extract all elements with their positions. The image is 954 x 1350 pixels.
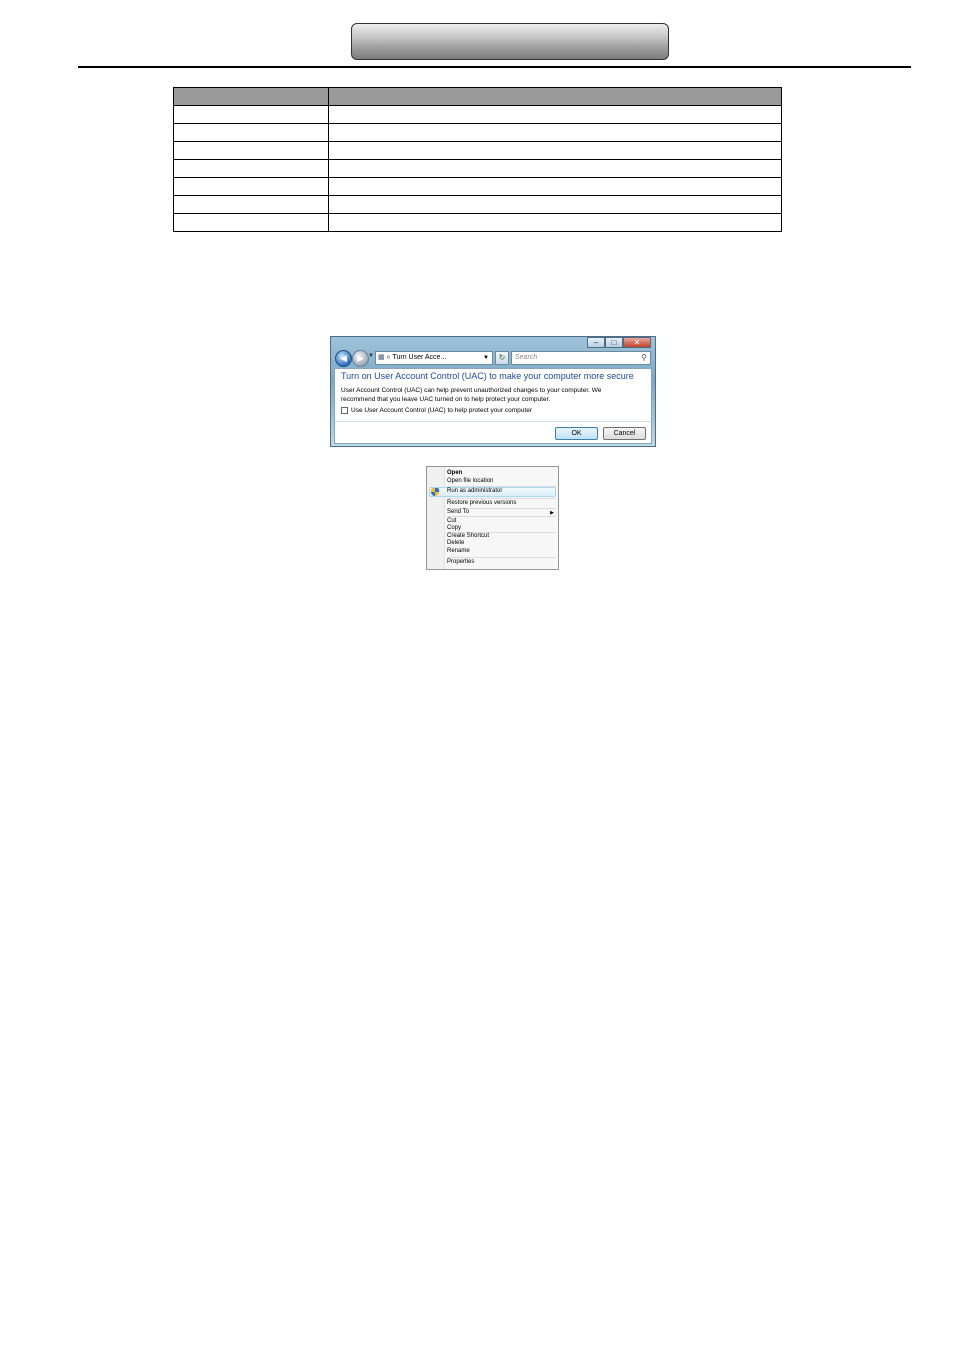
address-bar[interactable] [375, 351, 493, 365]
forward-arrow-icon[interactable]: ▶ [352, 350, 369, 367]
menu-item-run-as-administrator[interactable]: Run as administrator [447, 488, 503, 494]
menu-separator [447, 516, 556, 517]
table-header-cell [174, 88, 329, 106]
refresh-icon[interactable]: ↻ [495, 351, 509, 365]
back-arrow-icon[interactable]: ◀ [335, 350, 352, 367]
table-row [174, 196, 782, 214]
address-dropdown-icon[interactable]: ▼ [483, 355, 489, 361]
cancel-button[interactable]: Cancel [603, 427, 646, 440]
menu-item-properties[interactable]: Properties [447, 559, 475, 565]
submenu-arrow-icon: ▶ [550, 510, 554, 516]
table-row [174, 106, 782, 124]
control-panel-icon: ▦ « [378, 354, 391, 361]
table-cell [329, 106, 782, 124]
table-row [174, 214, 782, 232]
header-rule [78, 66, 911, 68]
address-text: Turn User Acce... [392, 354, 447, 361]
uac-content [334, 368, 652, 444]
menu-separator [447, 498, 556, 499]
table-cell [329, 196, 782, 214]
shield-icon [431, 488, 439, 496]
table-header-row [174, 88, 782, 106]
table-header-cell [329, 88, 782, 106]
uac-description-line: User Account Control (UAC) can help prevent unauthorized changes to your computer. We [341, 387, 602, 394]
menu-separator [447, 557, 556, 558]
table-cell [174, 160, 329, 178]
ok-button[interactable]: OK [555, 427, 598, 440]
search-input[interactable] [511, 351, 651, 365]
uac-checkbox-label: Use User Account Control (UAC) to help protect your computer [351, 407, 532, 414]
table-cell [174, 142, 329, 160]
spec-table [173, 87, 782, 232]
uac-title: Turn on User Account Control (UAC) to make your computer more secure [341, 371, 634, 381]
table-row [174, 178, 782, 196]
maximize-button[interactable]: □ [605, 337, 623, 348]
uac-description [341, 386, 641, 404]
search-placeholder: Search [515, 354, 538, 361]
table-cell [174, 124, 329, 142]
menu-icon-gutter [427, 467, 445, 569]
divider [335, 421, 651, 422]
menu-item-rename[interactable]: Rename [447, 548, 470, 554]
header-banner [351, 23, 669, 60]
menu-separator [447, 486, 556, 487]
search-icon[interactable]: ⚲ [641, 353, 647, 362]
menu-item-copy[interactable]: Copy [447, 525, 462, 531]
table-cell [174, 214, 329, 232]
table-cell [329, 124, 782, 142]
table-cell [174, 196, 329, 214]
table-row [174, 142, 782, 160]
uac-checkbox-row[interactable] [341, 407, 532, 414]
window-controls [587, 337, 651, 349]
menu-item-delete[interactable]: Delete [447, 540, 465, 546]
table-cell [329, 178, 782, 196]
menu-item-cut[interactable]: Cut [447, 518, 457, 524]
minimize-button[interactable]: – [587, 337, 605, 348]
context-menu [426, 466, 559, 570]
uac-window [330, 336, 656, 447]
close-button[interactable]: ✕ [623, 337, 651, 348]
table-row [174, 124, 782, 142]
table-cell [174, 178, 329, 196]
table-cell [329, 160, 782, 178]
table-cell [329, 142, 782, 160]
history-dropdown-icon[interactable]: ▼ [368, 353, 374, 359]
uac-checkbox[interactable] [341, 407, 348, 414]
menu-item-open-file-location[interactable]: Open file location [447, 478, 494, 484]
menu-item-send-to[interactable]: Send To [447, 509, 469, 515]
table-cell [329, 214, 782, 232]
menu-item-create-shortcut[interactable]: Create Shortcut [447, 533, 490, 539]
uac-description-line: recommend that you leave UAC turned on to help protect your computer. [341, 396, 551, 403]
table-cell [174, 106, 329, 124]
menu-item-restore-previous-versions[interactable]: Restore previous versions [447, 500, 517, 506]
menu-item-open[interactable]: Open [447, 470, 463, 476]
table-row [174, 160, 782, 178]
